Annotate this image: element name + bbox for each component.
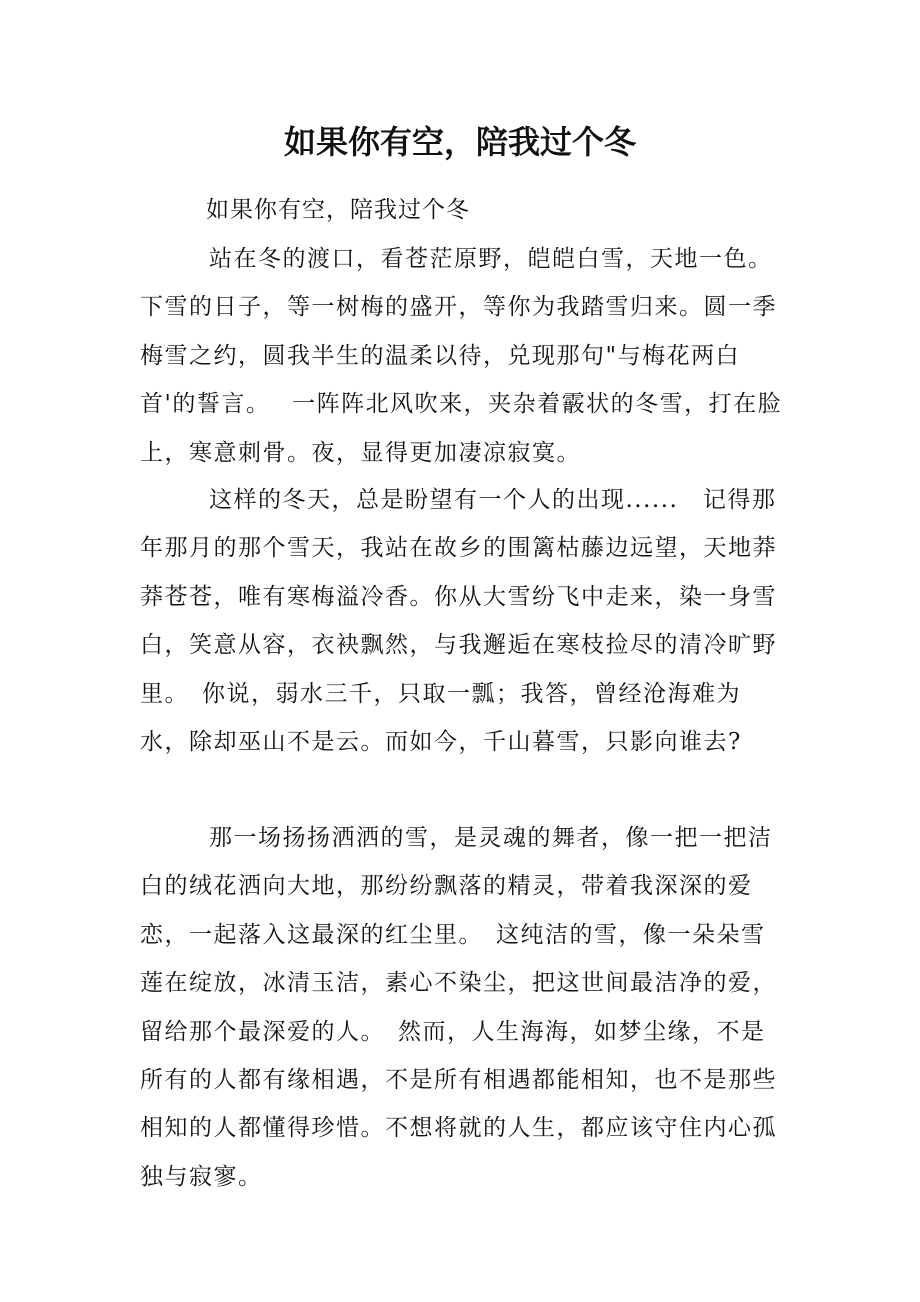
document-subtitle: 如果你有空，陪我过个冬 xyxy=(206,197,470,223)
paragraph-3: 那一场扬扬洒洒的雪，是灵魂的舞者，像一把一把洁白的绒花洒向大地，那纷纷飘落的精灵，带着我深深的爱恋，一起落入这最深的红尘里。 这纯洁的雪，像一朵朵雪莲在绽放，冰清玉洁，素心不染尘，把这世间最洁净的爱，留给那个最深爱的人。 然而，人生海海，如梦尘缘，不是所有的人都有缘相遇，不是所有相遇都能相知，也不是那些相知的人都懂得珍惜。不想将就的人生，都应该守住内心孤独与寂寥。 xyxy=(140,825,777,1190)
paragraph-1: 站在冬的渡口，看苍茫原野，皑皑白雪，天地一色。 下雪的日子，等一树梅的盛开，等你为我踏雪归来。圆一季梅雪之约，圆我半生的温柔以待，兑现那句"与梅花两白首'的誓言。 一阵阵北风吹来，夹杂着霰状的冬雪，打在脸上，寒意刺骨。夜，显得更加凄凉寂寞。 xyxy=(140,246,783,466)
paragraph-2: 这样的冬天，总是盼望有一个人的出现...... 记得那年那月的那个雪天，我站在故乡的围篱枯藤边远望，天地莽莽苍苍，唯有寒梅溢冷香。你从大雪纷飞中走来，染一身雪白，笑意从容，衣袂飘然，与我邂逅在寒枝捡尽的清冷旷野里。 你说，弱水三千，只取一瓢；我答，曾经沧海难为水，除却巫山不是云。而如今，千山暮雪，只影向谁去? xyxy=(140,487,777,756)
document-title: 如果你有空，陪我过个冬 xyxy=(283,123,636,161)
